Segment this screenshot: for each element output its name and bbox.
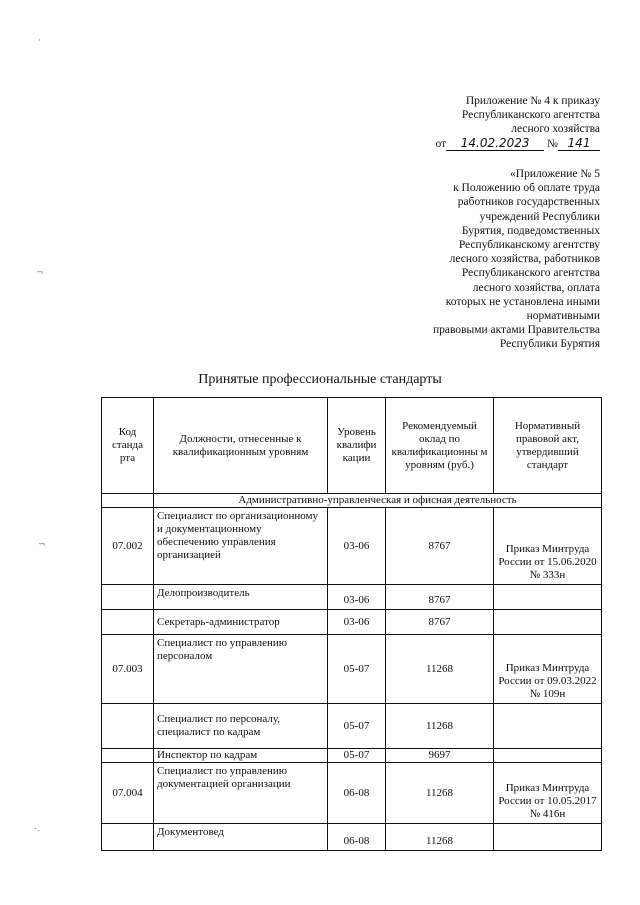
scan-speck: · — [38, 36, 41, 46]
appendix-header-line: Приложение № 4 к приказу — [465, 95, 600, 107]
reference-line: Республики Бурятия — [499, 338, 600, 351]
reference-line: работников государственных — [457, 196, 600, 209]
cell-position: Специалист по организационному и документационному обеспечению управления организацией — [154, 508, 328, 585]
cell-salary: 8767 — [386, 610, 494, 635]
appendix-header-line: лесного хозяйства — [511, 123, 600, 136]
cell-act: Приказ Минтруда России от 09.03.2022 № 109н — [494, 635, 602, 704]
reference-line: «Приложение № 5 — [510, 168, 600, 180]
section-empty-cell — [102, 494, 154, 508]
order-from-label: от — [435, 137, 447, 150]
table-row — [102, 610, 602, 635]
cell-position: Делопроизводитель — [154, 585, 328, 610]
reference-line: Республиканскому агентству — [458, 239, 600, 252]
header-level: Уровень квалифи кации — [328, 398, 386, 494]
cell-level: 06-08 — [328, 763, 386, 824]
order-line — [436, 137, 600, 151]
cell-act: Приказ Минтруда России от 10.05.2017 № 416н — [494, 763, 602, 824]
table-row — [102, 763, 602, 824]
table-row — [102, 749, 602, 763]
cell-act — [494, 749, 602, 763]
document-title: Принятые профессиональные стандарты — [198, 372, 442, 387]
cell-position: Специалист по управлению документацией организации — [154, 763, 328, 824]
reference-line: лесного хозяйства, оплата — [472, 281, 600, 294]
header-position: Должности, отнесенные к квалификационным уровням — [154, 398, 328, 494]
section-title: Административно-управленческая и офисная деятельность — [154, 494, 602, 508]
cell-level: 03-06 — [328, 585, 386, 610]
standards-table — [101, 397, 602, 851]
header-code: Код станда рта — [102, 398, 154, 494]
table-row — [102, 508, 602, 585]
cell-position: Документовед — [154, 824, 328, 851]
order-number: 141 — [558, 137, 600, 151]
reference-line: учреждений Республики — [479, 210, 600, 223]
scan-hole-mark: -. — [34, 824, 41, 834]
section-row — [102, 494, 602, 508]
cell-salary: 11268 — [386, 635, 494, 704]
cell-salary: 11268 — [386, 763, 494, 824]
cell-salary: 8767 — [386, 508, 494, 585]
cell-code: 07.003 — [102, 635, 154, 704]
cell-level: 05-07 — [328, 749, 386, 763]
cell-code: 07.004 — [102, 763, 154, 824]
table-row — [102, 704, 602, 749]
appendix-reference — [380, 167, 600, 352]
cell-code — [102, 610, 154, 635]
cell-level: 05-07 — [328, 635, 386, 704]
cell-salary: 11268 — [386, 824, 494, 851]
cell-position: Секретарь-администратор — [154, 610, 328, 635]
cell-code — [102, 704, 154, 749]
reference-line: лесного хозяйства, работников — [449, 253, 600, 266]
table-row — [102, 585, 602, 610]
cell-position: Специалист по управлению персоналом — [154, 635, 328, 704]
header-act: Нормативный правовой акт, утвердивший стандарт — [494, 398, 602, 494]
reference-line: Республиканского агентства — [461, 267, 600, 280]
scan-hole-mark: ¬ — [38, 540, 46, 550]
order-date: 14.02.2023 — [446, 137, 544, 151]
table-header-row — [102, 398, 602, 494]
cell-salary: 9697 — [386, 749, 494, 763]
cell-act — [494, 704, 602, 749]
cell-level: 06-08 — [328, 824, 386, 851]
reference-line: нормативными — [526, 310, 600, 323]
order-number-label: № — [547, 137, 558, 150]
cell-level: 03-06 — [328, 610, 386, 635]
cell-act — [494, 585, 602, 610]
reference-line: правовыми актами Правительства — [432, 324, 600, 337]
cell-code: 07.002 — [102, 508, 154, 585]
cell-act — [494, 610, 602, 635]
reference-line: которых не установлена иными — [445, 295, 600, 308]
cell-code — [102, 749, 154, 763]
appendix-header — [436, 94, 600, 151]
cell-code — [102, 824, 154, 851]
reference-line: Бурятия, подведомственных — [461, 224, 600, 237]
cell-position: Инспектор по кадрам — [154, 749, 328, 763]
reference-line: к Положению об оплате труда — [453, 182, 600, 195]
cell-act — [494, 824, 602, 851]
cell-code — [102, 585, 154, 610]
table-row — [102, 824, 602, 851]
cell-position: Специалист по персоналу, специалист по кадрам — [154, 704, 328, 749]
cell-level: 05-07 — [328, 704, 386, 749]
appendix-header-line: Республиканского агентства — [461, 109, 600, 122]
cell-level: 03-06 — [328, 508, 386, 585]
cell-salary: 8767 — [386, 585, 494, 610]
header-salary: Рекомендуемый оклад по квалификационны м уровням (руб.) — [386, 398, 494, 494]
cell-act: Приказ Минтруда России от 15.06.2020 № 333н — [494, 508, 602, 585]
scan-hole-mark: ¬ — [36, 268, 44, 278]
table-row — [102, 635, 602, 704]
cell-salary: 11268 — [386, 704, 494, 749]
